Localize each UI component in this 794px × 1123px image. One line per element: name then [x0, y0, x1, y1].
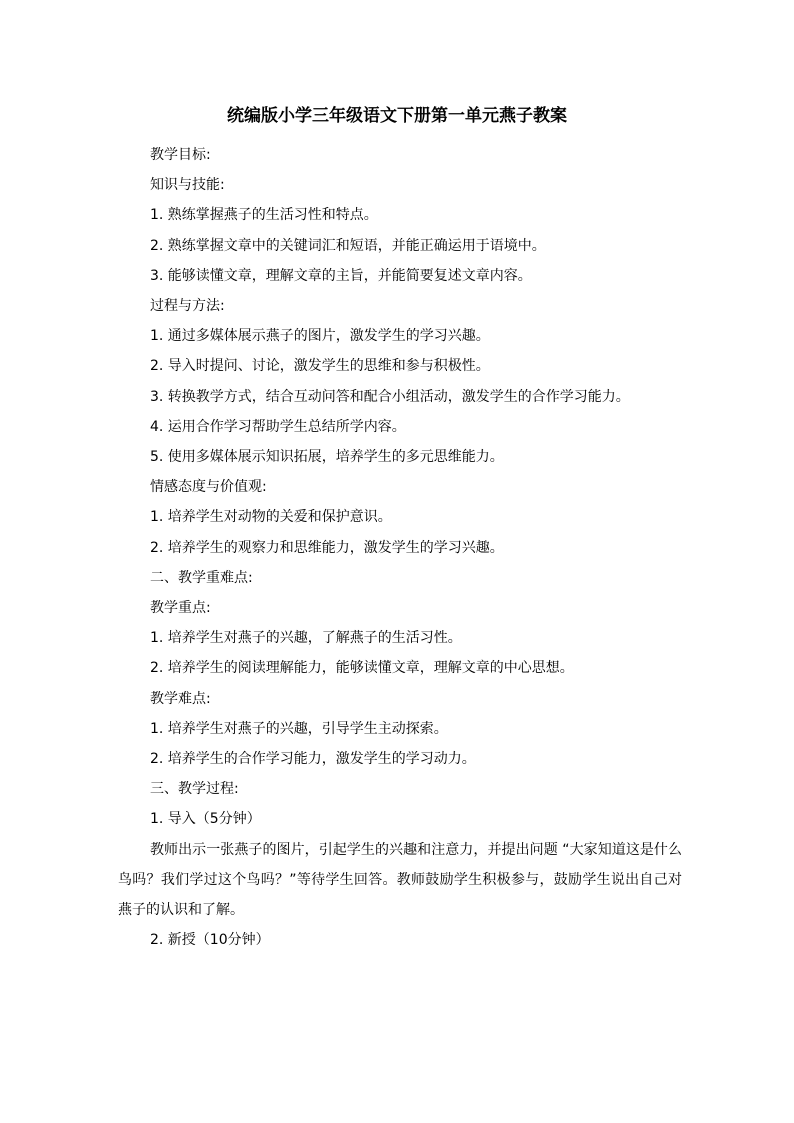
document-body: [118, 140, 682, 955]
paragraph: 1. 培养学生对燕子的兴趣，引导学生主动探索。: [150, 720, 448, 737]
paragraph: 1. 通过多媒体展示燕子的图片，激发学生的学习兴趣。: [150, 328, 490, 345]
paragraph: 3. 能够读懂文章，理解文章的主旨，并能简要复述文章内容。: [150, 267, 532, 284]
paragraph: 教学难点:: [150, 690, 211, 707]
paragraph: 1. 导入（5分钟）: [150, 811, 261, 828]
paragraph: 二、教学重难点:: [150, 569, 253, 586]
paragraph: 知识与技能:: [150, 177, 225, 194]
paragraph: 3. 转换教学方式，结合互动问答和配合小组活动，激发学生的合作学习能力。: [150, 388, 630, 405]
paragraph: 2. 导入时提问、讨论，激发学生的思维和参与积极性。: [150, 358, 490, 375]
paragraph: 2. 培养学生的合作学习能力，激发学生的学习动力。: [150, 751, 476, 768]
paragraph: 教学重点:: [150, 600, 211, 617]
paragraph: 三、教学过程:: [150, 781, 239, 798]
paragraph: 1. 培养学生对燕子的兴趣，了解燕子的生活习性。: [150, 630, 462, 647]
paragraph: 2. 培养学生的观察力和思维能力，激发学生的学习兴趣。: [150, 539, 504, 556]
paragraph: 1. 熟练掌握燕子的生活习性和特点。: [150, 207, 378, 224]
paragraph: 过程与方法:: [150, 298, 225, 315]
paragraph: 1. 培养学生对动物的关爱和保护意识。: [150, 509, 392, 526]
paragraph: 情感态度与价值观:: [150, 479, 267, 496]
paragraph: 2. 新授（10分钟）: [150, 932, 270, 949]
paragraph: 2. 培养学生的阅读理解能力，能够读懂文章，理解文章的中心思想。: [150, 660, 574, 677]
document-title: 统编版小学三年级语文下册第一单元燕子教案: [227, 106, 567, 126]
paragraph: 2. 熟练掌握文章中的关键词汇和短语，并能正确运用于语境中。: [150, 237, 546, 254]
paragraph: 4. 运用合作学习帮助学生总结所学内容。: [150, 418, 406, 435]
paragraph: 5. 使用多媒体展示知识拓展，培养学生的多元思维能力。: [150, 449, 504, 466]
paragraph: 教学目标:: [150, 147, 211, 163]
paragraph: 教师出示一张燕子的图片，引起学生的兴趣和注意力，并提出问题 “大家知道这是什么鸟吗？我们学过这个鸟吗？”等待学生回答。教师鼓励学生积极参与，鼓励学生说出自己对燕子的认识和了解。: [118, 841, 682, 919]
